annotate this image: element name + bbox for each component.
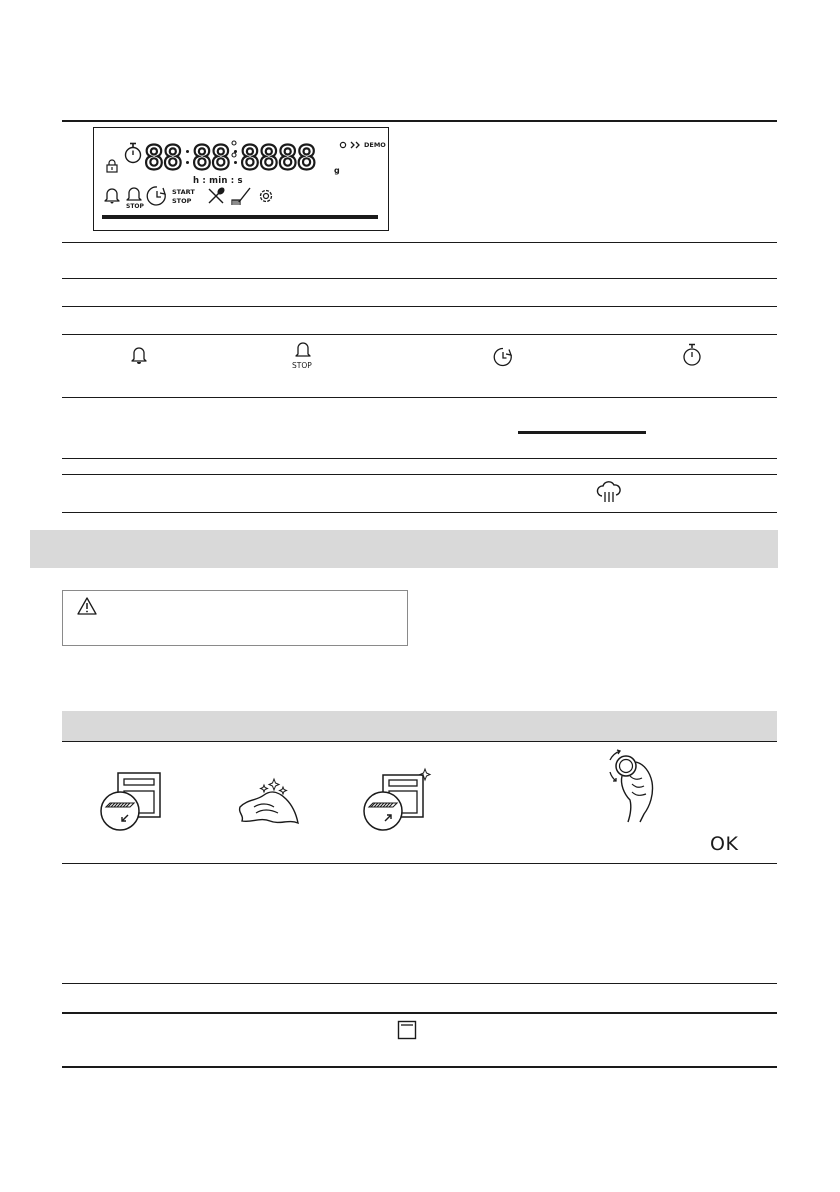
demo-label: DEMO [364,141,386,149]
ok-label: OK [710,833,739,855]
start-label: START [172,188,195,196]
section-heading-band [30,530,778,568]
oven-remove-accessories-icon [100,771,166,833]
stop-label: STOP [172,197,192,205]
table-rule [62,458,777,459]
end-time-icon [146,185,168,207]
table-rule-top [62,120,777,122]
lock-icon [106,159,118,173]
degree-icon [339,141,347,149]
weight-unit: g [334,166,340,175]
table-rule [62,1012,777,1014]
progress-bar [102,215,378,219]
display-illustration [93,127,389,231]
table-header [62,711,777,741]
colon [186,150,189,153]
warning-icon [77,597,97,615]
oven-lamp-icon [397,1020,417,1040]
table-rule [62,306,777,307]
timer-icon [683,343,701,367]
table-rule-bottom [62,1066,777,1068]
table-rule [62,474,777,475]
display-hours: 88 [144,138,182,177]
table-rule [62,741,777,742]
table-rule [62,863,777,864]
bell-stop-icon [126,186,142,202]
table-rule-bottom [62,512,777,513]
cleaning-brush-icon [230,186,252,206]
table-rule [62,397,777,398]
cleaning-cloth-icon [234,777,306,829]
table-rule [62,242,777,243]
display-minutes: 88 [192,138,230,177]
table-rule [62,334,777,335]
gear-icon [257,187,275,205]
oven-insert-accessories-icon [363,769,433,833]
double-chevron-icon [350,141,364,149]
table-rule [62,983,777,984]
bell-icon [131,345,147,365]
bell-stop-label: STOP [292,361,312,370]
bell-stop-icon [295,341,311,359]
bell-icon [104,186,120,204]
end-time-icon [492,346,514,368]
bell-stop-label: STOP [126,203,144,210]
hand-knob-icon [600,750,662,822]
timer-icon [124,142,142,164]
warning-box [62,590,408,646]
steam-icon [596,480,622,504]
degree-marks [229,140,239,170]
time-units-label: h : min : s [193,176,243,186]
fork-knife-icon [206,186,226,206]
table-rule [62,278,777,279]
display-weight: 8888 [240,138,316,177]
heat-up-bar [518,431,646,434]
